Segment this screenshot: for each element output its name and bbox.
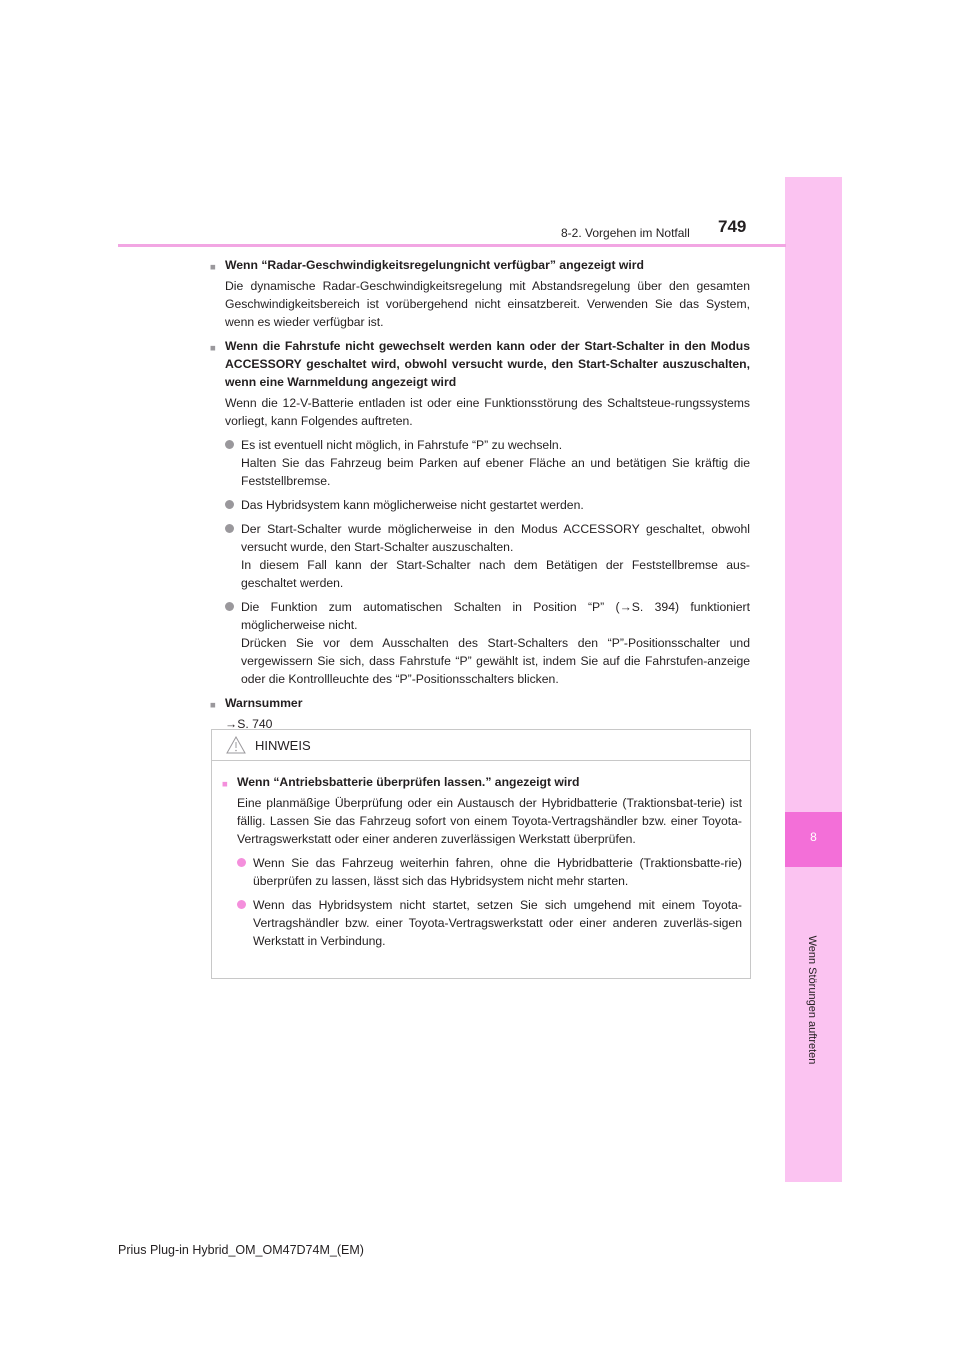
warning-icon <box>226 736 246 754</box>
section-title: 8-2. Vorgehen im Notfall <box>561 226 690 240</box>
square-bullet-icon: ■ <box>210 262 216 273</box>
block-text: Wenn die 12-V-Batterie entladen ist oder eine Funktionsstörung des Schaltsteue-rungssystems vorliegt, kann Folgendes auftreten. <box>225 396 750 428</box>
bullet-dot-icon <box>225 524 234 533</box>
note-list-item: Wenn das Hybridsystem nicht startet, setzen Sie sich umgehend mit einem Toyota-Vertragshändler bzw. einer Toyota-Vertragswerkstatt oder einer anderen zuverläs-sigen Werkstatt in Verbindung. <box>222 896 742 950</box>
note-body <box>212 761 750 950</box>
block-heading: ■ Wenn “Radar-Geschwindigkeitsregelungnicht verfügbar” angezeigt wird <box>210 256 750 274</box>
square-bullet-icon: ■ <box>222 779 228 790</box>
bullet-dot-icon <box>237 900 246 909</box>
block-heading: ■ Wenn die Fahrstufe nicht gewechselt werden kann oder der Start-Schalter in den Modus ACCESSORY geschaltet wird, obwohl versucht wurde, den Start-Schalter auszuschalten, wenn eine Warnmeldung angezeigt wird <box>210 339 750 389</box>
bullet-dot-icon <box>225 500 234 509</box>
note-box <box>211 729 751 979</box>
square-bullet-icon: ■ <box>210 343 216 354</box>
page-reference-link[interactable]: →S. 740 <box>225 717 273 731</box>
chapter-label: Wenn Störungen auftreten <box>806 935 818 1065</box>
bullet-dot-icon <box>225 440 234 449</box>
main-content <box>210 256 750 739</box>
list-item: Es ist eventuell nicht möglich, in Fahrstufe “P” zu wechseln. Halten Sie das Fahrzeug beim Parken auf ebener Fläche an und betätigen Sie kräftig die Feststellbremse. <box>210 436 750 490</box>
bullet-dot-icon <box>237 858 246 867</box>
list-item: Der Start-Schalter wurde möglicherweise in den Modus ACCESSORY geschaltet, obwohl versucht wurde, den Start-Schalter auszuschalten. In diesem Fall kann der Start-Schalter nach dem Betätigen der Feststellbremse aus-geschaltet werden. <box>210 520 750 592</box>
page-number: 749 <box>718 217 747 236</box>
document-id: Prius Plug-in Hybrid_OM_OM47D74M_(EM) <box>118 1243 364 1257</box>
bullet-dot-icon <box>225 602 234 611</box>
block-heading: ■ Warnsummer <box>210 694 750 712</box>
block-text: Die dynamische Radar-Geschwindigkeitsregelung mit Abstandsregelung über den gesamten Geschwindigkeitsbereich ist vorübergehend nicht einsatzbereit. Verwenden Sie das System, wenn es wieder verfügbar ist. <box>225 279 750 329</box>
list-item: Die Funktion zum automatischen Schalten in Position “P” (→S. 394) funktioniert möglicherweise nicht. Drücken Sie vor dem Ausschalten des Start-Schalters den “P”-Positionsschalter und vergewissern Sie sich, dass Fahrstufe “P” gewählt ist, indem Sie auf die Fahrstufen-anzeige oder die Kontrollleuchte des “P”-Positionsschalters blicken. <box>210 598 750 688</box>
list-item: Das Hybridsystem kann möglicherweise nicht gestartet werden. <box>210 496 750 514</box>
note-text: Eine planmäßige Überprüfung oder ein Austausch der Hybridbatterie (Traktionsbat-terie) ist fällig. Lassen Sie das Fahrzeug sofort von einem Toyota-Vertragshändler bzw. einer Toyota-Vertragswerkstatt oder einer anderen zuverlässigen Werkstatt überprüfen. <box>237 796 742 846</box>
square-bullet-icon: ■ <box>210 700 216 711</box>
note-header <box>212 730 750 761</box>
note-title: HINWEIS <box>255 738 311 753</box>
note-list-item: Wenn Sie das Fahrzeug weiterhin fahren, ohne die Hybridbatterie (Traktionsbatte-rie) überprüfen zu lassen, lässt sich das Hybridsystem nicht mehr starten. <box>222 854 742 890</box>
note-heading: ■ Wenn “Antriebsbatterie überprüfen lassen.” angezeigt wird <box>222 773 742 791</box>
header-rule <box>118 244 786 247</box>
chapter-number: 8 <box>810 830 817 844</box>
